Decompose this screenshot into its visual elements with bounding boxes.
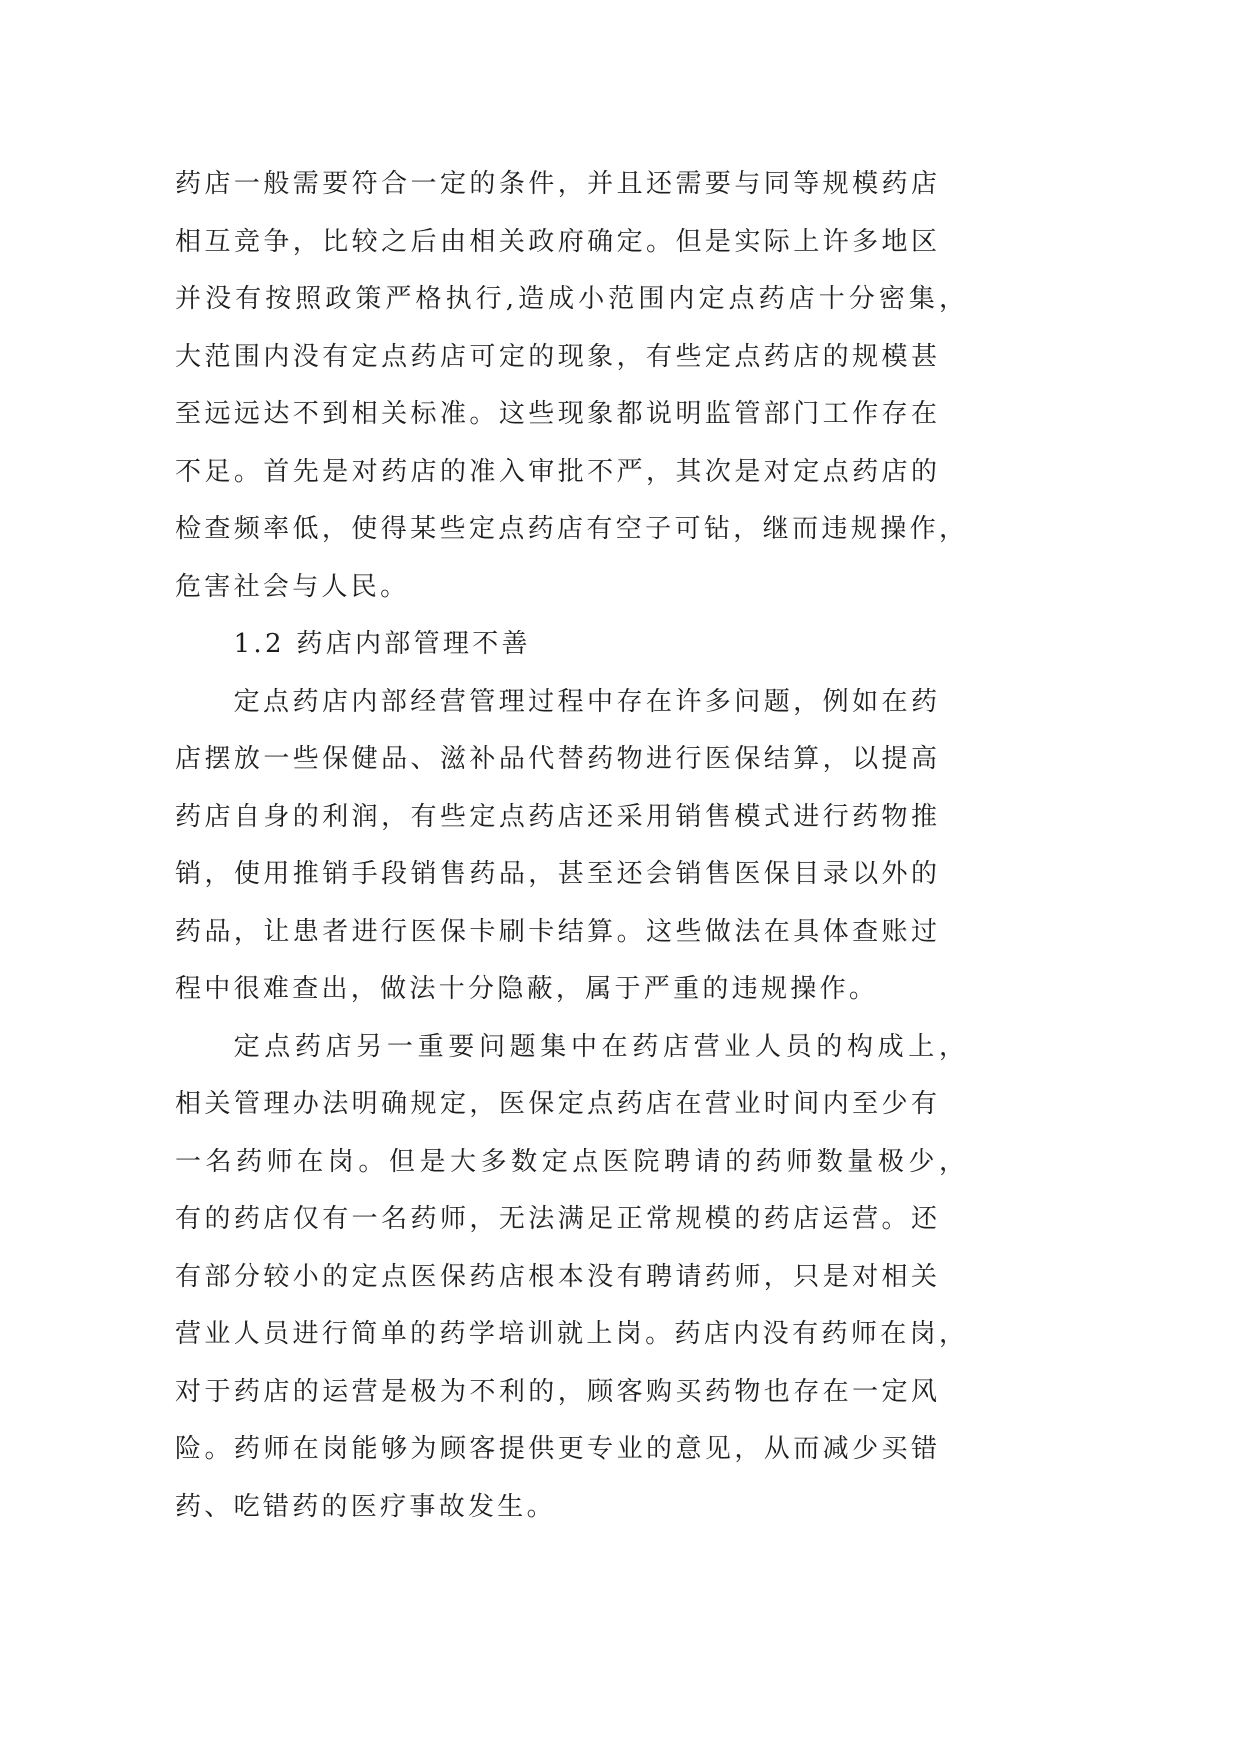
section-heading: 1.2 药店内部管理不善 — [233, 629, 531, 659]
paragraph-line: 并没有按照政策严格执行,造成小范围内定点药店十分密集， — [175, 284, 965, 314]
paragraph-line: 药店一般需要符合一定的条件，并且还需要与同等规模药店 — [175, 169, 937, 199]
paragraph-line: 危害社会与人民。 — [175, 571, 410, 602]
paragraph-line: 定点药店内部经营管理过程中存在许多问题，例如在药 — [233, 686, 937, 717]
paragraph-line: 对于药店的运营是极为不利的，顾客购买药物也存在一定风 — [175, 1376, 937, 1407]
paragraph-line: 相关管理办法明确规定，医保定点药店在营业时间内至少有 — [175, 1089, 937, 1119]
body-paragraph — [175, 1019, 975, 1537]
paragraph-line: 相互竞争，比较之后由相关政府确定。但是实际上许多地区 — [175, 226, 937, 257]
paragraph-line: 药店自身的利润，有些定点药店还采用销售模式进行药物推 — [175, 801, 937, 832]
paragraph-line: 店摆放一些保健品、滋补品代替药物进行医保结算，以提高 — [175, 744, 937, 774]
body-paragraph — [175, 156, 975, 616]
paragraph-line: 至远远达不到相关标准。这些现象都说明监管部门工作存在 — [175, 399, 937, 429]
paragraph-line: 营业人员进行简单的药学培训就上岗。药店内没有药师在岗， — [175, 1319, 965, 1349]
paragraph-line: 定点药店另一重要问题集中在药店营业人员的构成上， — [233, 1031, 965, 1062]
paragraph-line: 不足。首先是对药店的准入审批不严，其次是对定点药店的 — [175, 456, 937, 487]
paragraph-line: 药品，让患者进行医保卡刷卡结算。这些做法在具体查账过 — [175, 916, 937, 947]
paragraph-line: 有部分较小的定点医保药店根本没有聘请药师，只是对相关 — [175, 1261, 937, 1292]
paragraph-line: 药、吃错药的医疗事故发生。 — [175, 1491, 556, 1522]
paragraph-line: 有的药店仅有一名药师，无法满足正常规模的药店运营。还 — [175, 1204, 937, 1234]
document-page — [175, 156, 975, 1536]
body-paragraph — [175, 674, 975, 1019]
paragraph-line: 检查频率低，使得某些定点药店有空子可钻，继而违规操作， — [175, 514, 965, 544]
paragraph-line: 销，使用推销手段销售药品，甚至还会销售医保目录以外的 — [175, 859, 937, 889]
paragraph-line: 险。药师在岗能够为顾客提供更专业的意见，从而减少买错 — [175, 1434, 937, 1464]
paragraph-line: 程中很难查出，做法十分隐蔽，属于严重的违规操作。 — [175, 974, 879, 1004]
paragraph-line: 一名药师在岗。但是大多数定点医院聘请的药师数量极少， — [175, 1146, 965, 1177]
paragraph-line: 大范围内没有定点药店可定的现象，有些定点药店的规模甚 — [175, 341, 937, 372]
